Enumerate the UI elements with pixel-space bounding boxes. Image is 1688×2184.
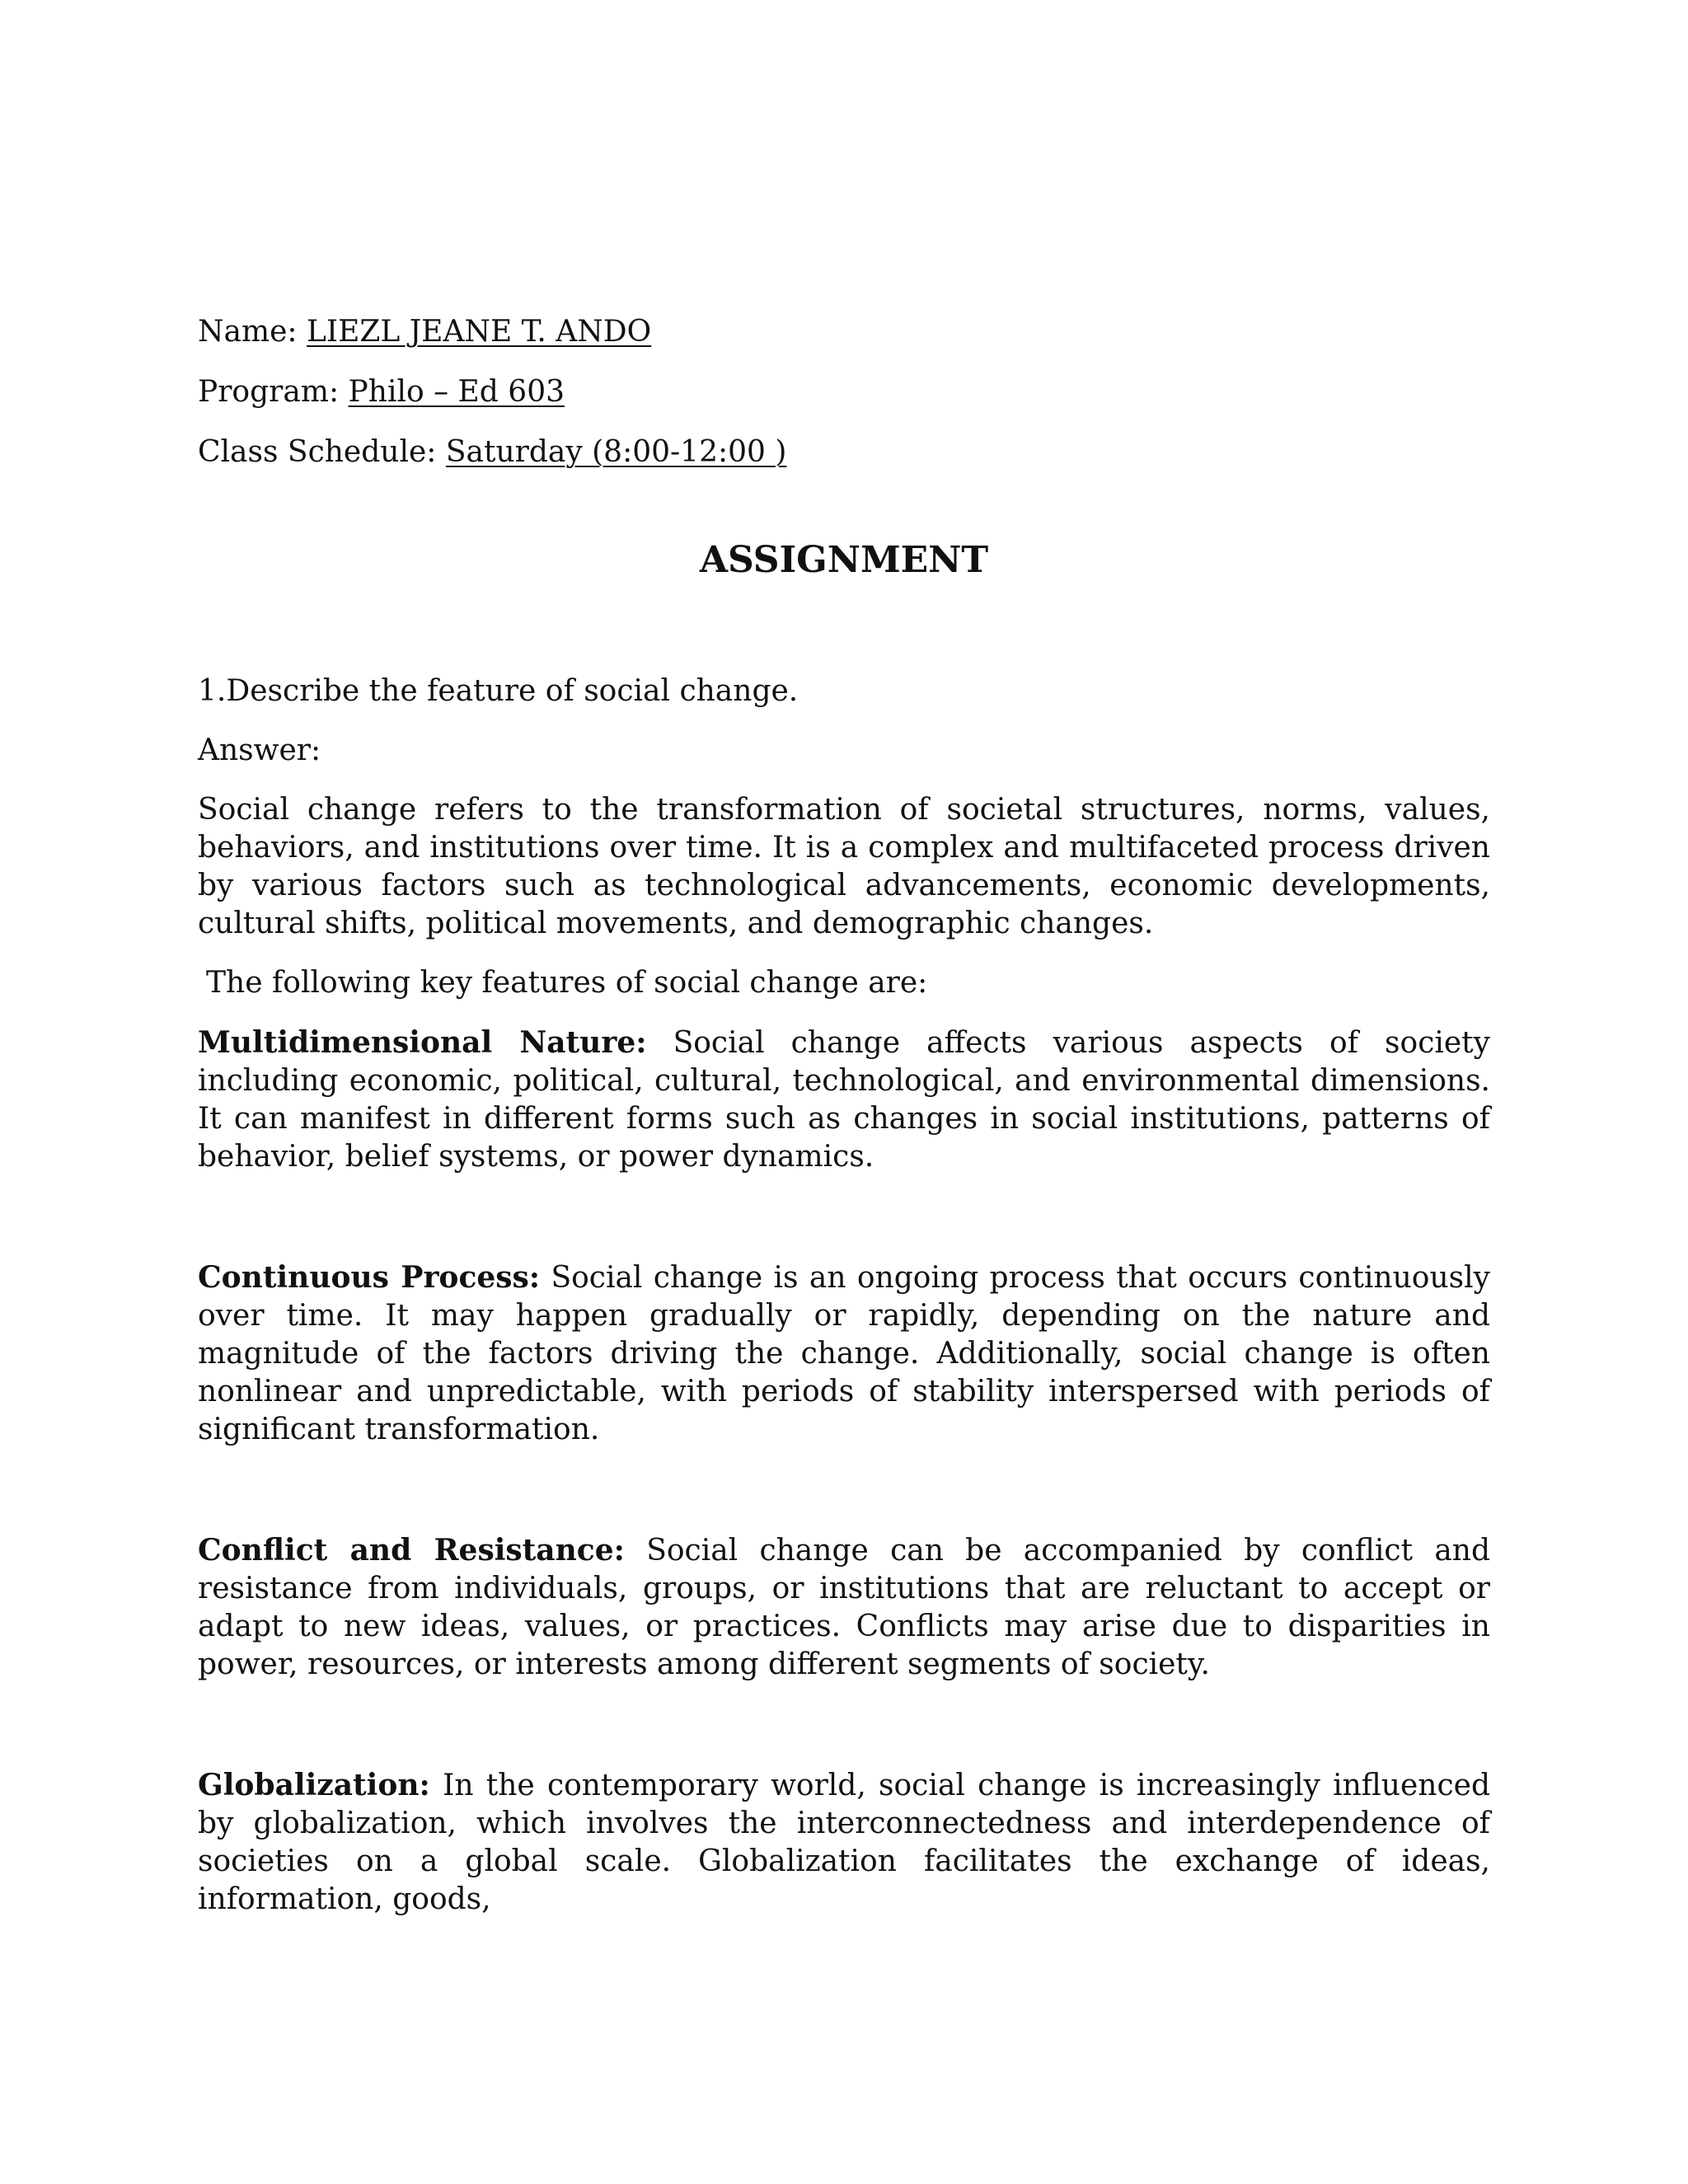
feature-multidimensional xyxy=(198,1024,1490,1176)
features-lead: The following key features of social change are: xyxy=(206,966,928,1000)
program-value: Philo – Ed 603 xyxy=(348,375,565,409)
spacer xyxy=(198,1176,1490,1258)
feature-conflict xyxy=(198,1531,1490,1684)
feature-term: Conflict and Resistance: xyxy=(198,1533,625,1568)
intro-paragraph: Social change refers to the transformation of societal structures, norms, values, behaviors, and institutions over time. It is a complex and multifaceted process driven by various factors such as technological advancements, economic developments, cultural shifts, political movements, and demographic changes. xyxy=(198,793,1490,940)
feature-text: Social change can be accompanied by conflict and resistance from individuals, groups, or institutions that are reluctant to accept or adapt to new ideas, values, or practices. Conflicts may arise due to disparities in power, resources, or interests among different segments of society. xyxy=(198,1534,1491,1681)
feature-globalization xyxy=(198,1766,1490,1919)
feature-term: Globalization: xyxy=(198,1768,430,1802)
name-line xyxy=(198,313,1490,351)
feature-text: Social change is an ongoing process that occurs continuously over time. It may happen gradually or rapidly, depending on the nature and magnitude of the factors driving the change. Additionally, social change is often nonlinear and unpredictable, with periods of stability interspersed with periods of significant transformation. xyxy=(198,1261,1490,1446)
feature-continuous xyxy=(198,1258,1490,1449)
program-label: Program: xyxy=(198,375,349,409)
feature-text: Social change affects various aspects of society including economic, political, cultural, technological, and environmental dimensions. It can manifest in different forms such as changes in social institutions, patterns of behavior, belief systems, or power dynamics. xyxy=(198,1026,1490,1174)
spacer xyxy=(198,1684,1490,1766)
document-content xyxy=(198,313,1490,1919)
name-value: LIEZL JEANE T. ANDO xyxy=(306,315,652,349)
question-text: 1.Describe the feature of social change. xyxy=(198,674,799,708)
feature-text: In the contemporary world, social change is increasingly influenced by globalization, which involves the interconnectedness and interdependence of societies on a global scale. Globalization facilitates the exchange of ideas, information, goods, xyxy=(198,1769,1490,1916)
schedule-line xyxy=(198,434,1490,471)
feature-term: Continuous Process: xyxy=(198,1260,541,1295)
name-label: Name: xyxy=(198,315,307,349)
schedule-value: Saturday (8:00-12:00 ) xyxy=(445,435,787,469)
feature-term: Multidimensional Nature: xyxy=(198,1025,647,1060)
page-title: ASSIGNMENT xyxy=(699,539,989,581)
spacer xyxy=(198,1449,1490,1531)
answer-label: Answer: xyxy=(198,733,321,767)
schedule-label: Class Schedule: xyxy=(198,435,446,469)
program-line xyxy=(198,373,1490,411)
